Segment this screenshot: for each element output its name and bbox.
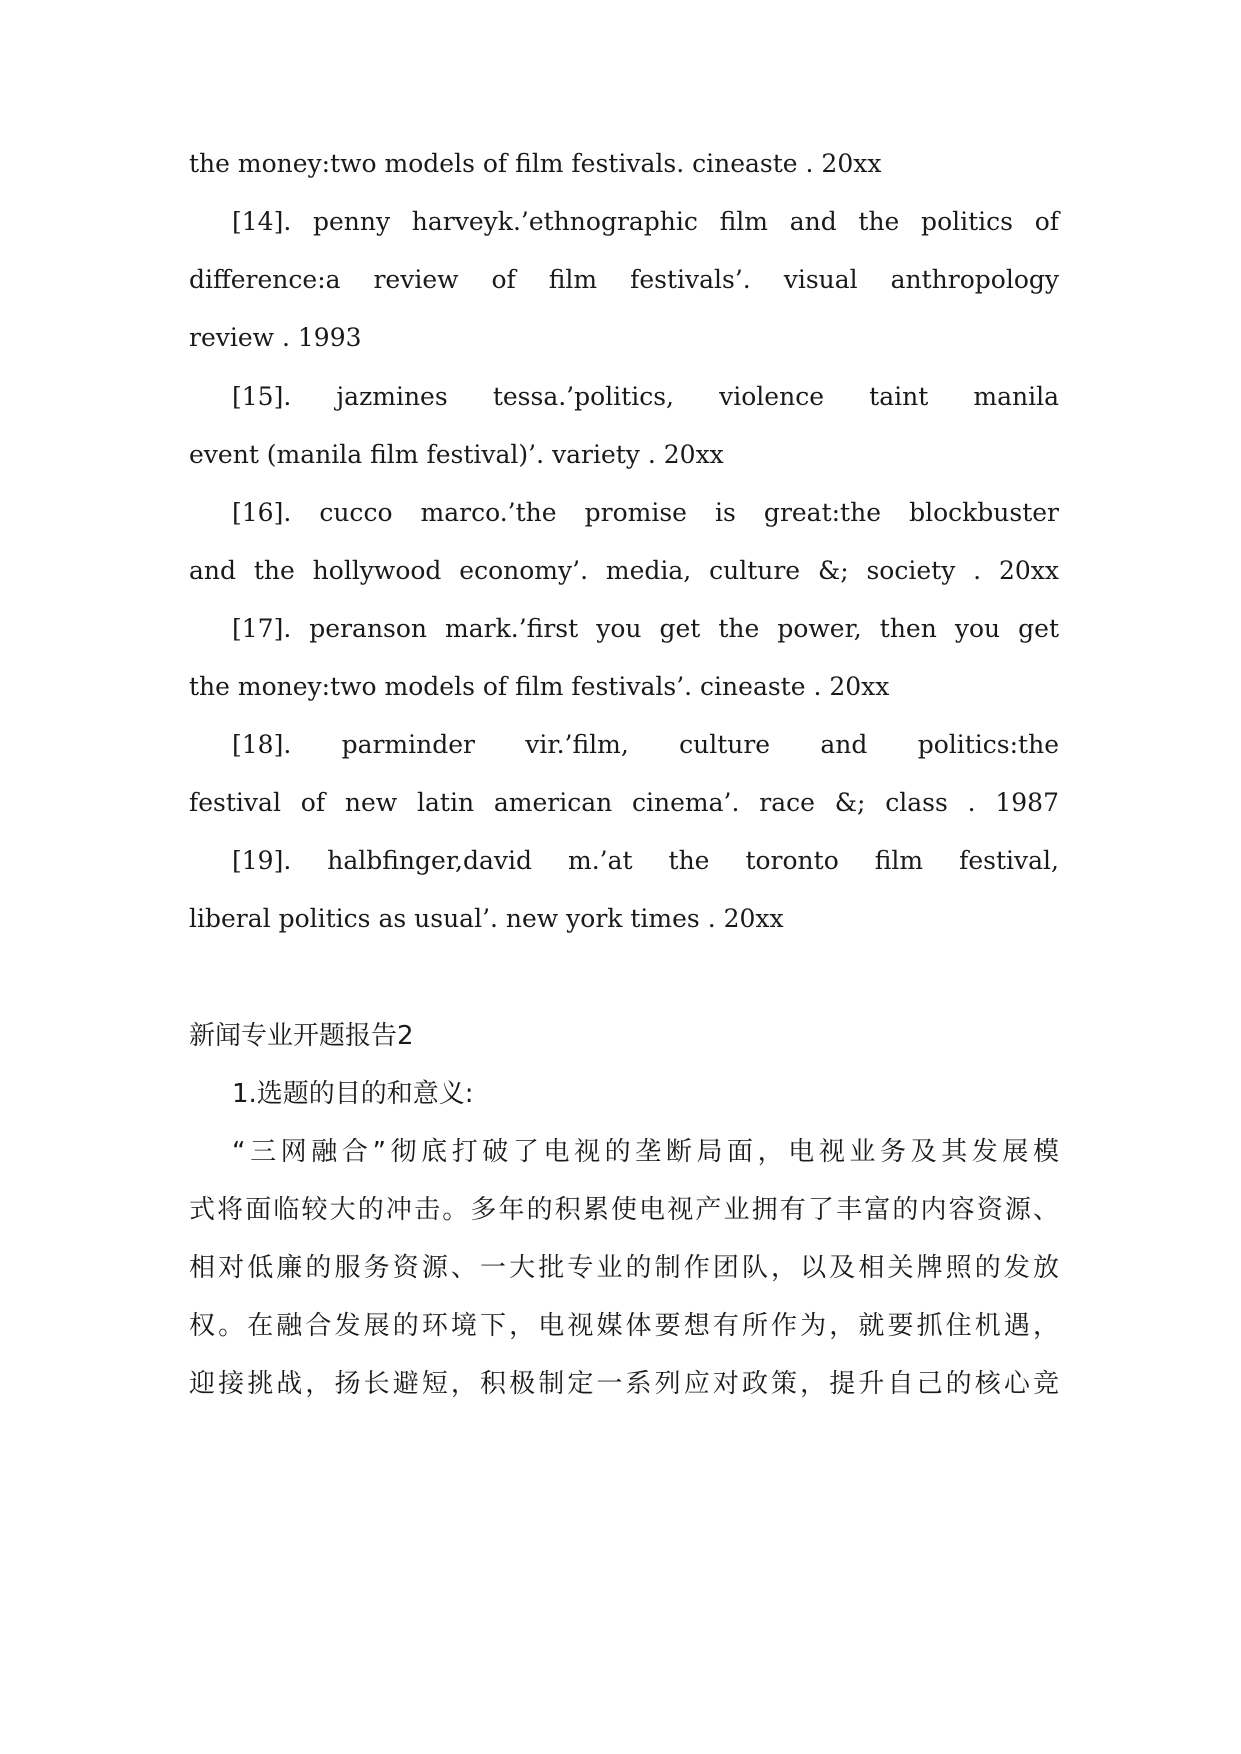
reference-line: and the hollywood economy’. media, culture &; society . 20xx bbox=[189, 556, 1059, 585]
reference-line: [14]. penny harveyk.’ethnographic film and the politics of bbox=[232, 207, 1059, 236]
reference-line: the money:two models of film festivals. cineaste . 20xx bbox=[189, 149, 882, 178]
reference-line: liberal politics as usual’. new york times . 20xx bbox=[189, 904, 784, 933]
paragraph-line: 相对低廉的服务资源、一大批专业的制作团队，以及相关牌照的发放 bbox=[189, 1253, 1059, 1283]
paragraph-line: 式将面临较大的冲击。多年的积累使电视产业拥有了丰富的内容资源、 bbox=[189, 1195, 1059, 1225]
reference-line: [16]. cucco marco.’the promise is great:the blockbuster bbox=[232, 498, 1059, 527]
reference-line: [19]. halbfinger,david m.’at the toronto film festival, bbox=[232, 846, 1059, 875]
paragraph-line: 迎接挑战，扬长避短，积极制定一系列应对政策，提升自己的核心竞 bbox=[189, 1369, 1059, 1399]
reference-line: the money:two models of film festivals’. cineaste . 20xx bbox=[189, 672, 890, 701]
reference-line: review . 1993 bbox=[189, 323, 362, 352]
paragraph-line: “三网融合”彻底打破了电视的垄断局面，电视业务及其发展模 bbox=[232, 1137, 1059, 1167]
reference-line: difference:a review of film festivals’. visual anthropology bbox=[189, 265, 1059, 294]
reference-line: [18]. parminder vir.’film, culture and politics:the bbox=[232, 730, 1059, 759]
paragraph-line: 权。在融合发展的环境下，电视媒体要想有所作为，就要抓住机遇， bbox=[189, 1311, 1059, 1341]
section-title: 新闻专业开题报告2 bbox=[189, 1021, 414, 1051]
subheading: 1.选题的目的和意义: bbox=[232, 1079, 474, 1109]
reference-line: [15]. jazmines tessa.’politics, violence taint manila bbox=[232, 382, 1059, 411]
reference-line: festival of new latin american cinema’. race &; class . 1987 bbox=[189, 788, 1059, 817]
reference-line: [17]. peranson mark.’first you get the power, then you get bbox=[232, 614, 1059, 643]
reference-line: event (manila film festival)’. variety . 20xx bbox=[189, 440, 724, 469]
